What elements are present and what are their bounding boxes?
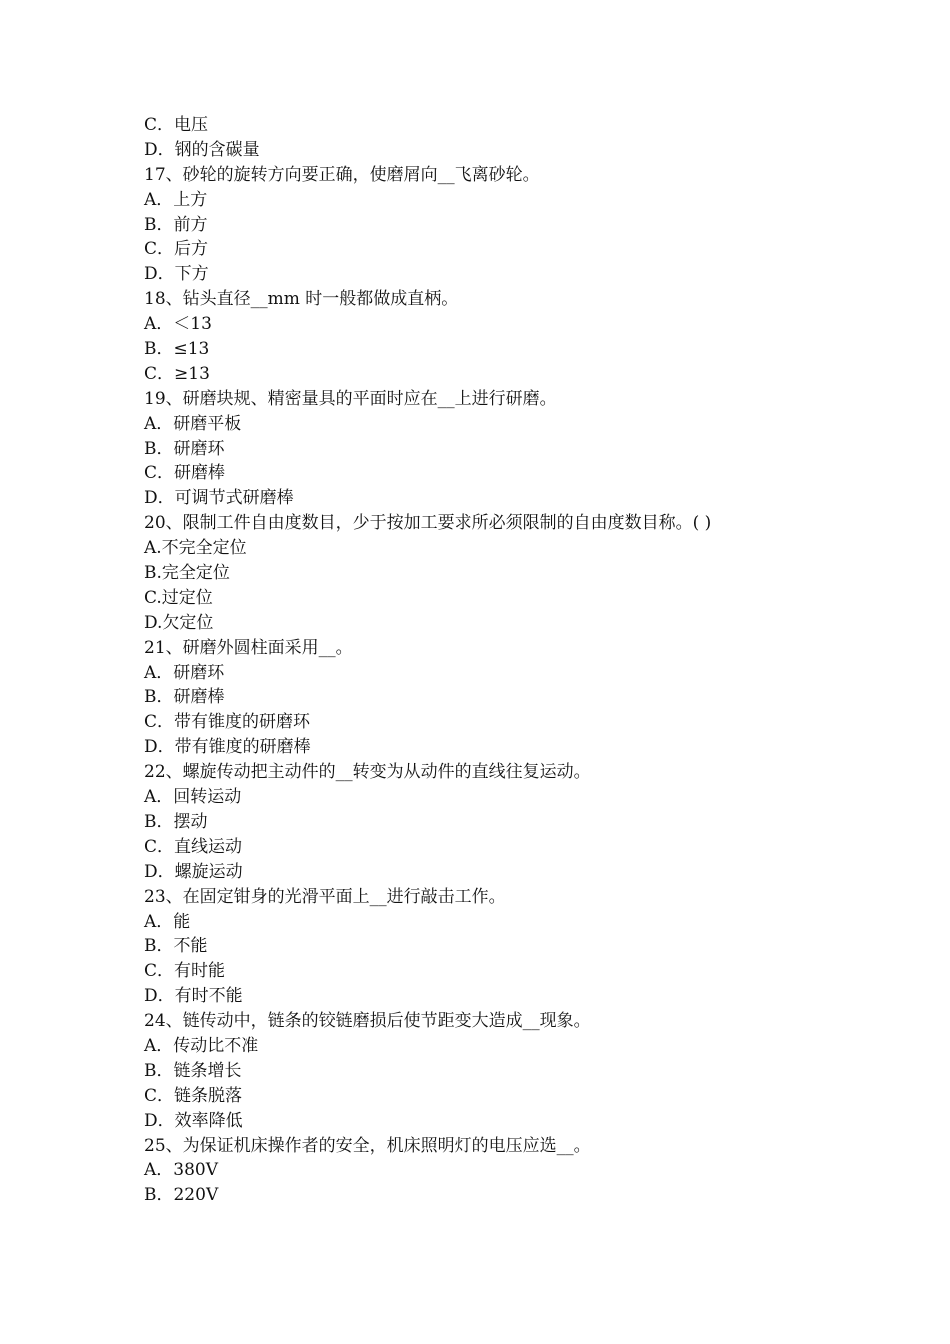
question-line: 22、螺旋传动把主动件的__转变为从动件的直线往复运动。 [144,762,591,783]
option-line: C．电压 [144,115,209,135]
option-line: B．链条增长 [144,1060,242,1081]
option-line: C．研磨棒 [144,463,226,484]
option-line: B．220V [144,1185,219,1206]
option-line: C.过定位 [144,587,213,608]
question-line: 17、砂轮的旋转方向要正确，使磨屑向__飞离砂轮。 [144,164,540,185]
option-line: A．传动比不准 [144,1035,259,1056]
question-line: 20、限制工件自由度数目，少于按加工要求所必须限制的自由度数目称。( ) [144,513,712,534]
option-line: A．＜13 [144,314,212,335]
option-line: B．不能 [144,936,208,957]
option-line: A．能 [144,911,191,932]
option-line: A．回转运动 [144,787,242,808]
option-line: B．≤13 [144,339,210,360]
option-line: A.不完全定位 [144,538,247,559]
option-line: D．有时不能 [144,986,243,1007]
option-line: A．380V [144,1160,219,1181]
option-line: C．直线运动 [144,836,243,857]
option-line: D．可调节式研磨棒 [144,488,294,509]
option-line: B．前方 [144,214,208,235]
option-line: D.欠定位 [144,612,214,633]
option-line: D．带有锥度的研磨棒 [144,737,311,758]
option-line: D．钢的含碳量 [144,139,260,160]
option-line: C．后方 [144,239,209,260]
option-line: D．下方 [144,264,209,285]
option-line: C．有时能 [144,961,226,982]
option-line: A．上方 [144,189,208,210]
option-line: C．≥13 [144,363,210,384]
option-line: B．摆动 [144,811,208,832]
question-line: 24、链传动中，链条的铰链磨损后使节距变大造成__现象。 [144,1011,591,1032]
option-line: A．研磨环 [144,662,225,683]
question-line: 21、研磨外圆柱面采用__。 [144,637,353,658]
question-line: 25、为保证机床操作者的安全，机床照明灯的电压应选__。 [144,1135,591,1156]
option-line: D．螺旋运动 [144,861,243,882]
option-line: C．带有锥度的研磨环 [144,712,311,733]
option-line: C．链条脱落 [144,1085,243,1106]
option-line: A．研磨平板 [144,413,242,434]
option-line: B.完全定位 [144,563,230,584]
question-line: 19、研磨块规、精密量具的平面时应在__上进行研磨。 [144,388,557,409]
question-line: 18、钻头直径__mm 时一般都做成直柄。 [144,289,459,310]
option-line: B．研磨棒 [144,687,225,708]
option-line: D．效率降低 [144,1110,243,1131]
option-line: B．研磨环 [144,438,225,459]
question-line: 23、在固定钳身的光滑平面上__进行敲击工作。 [144,886,506,907]
document-page [144,113,844,1208]
